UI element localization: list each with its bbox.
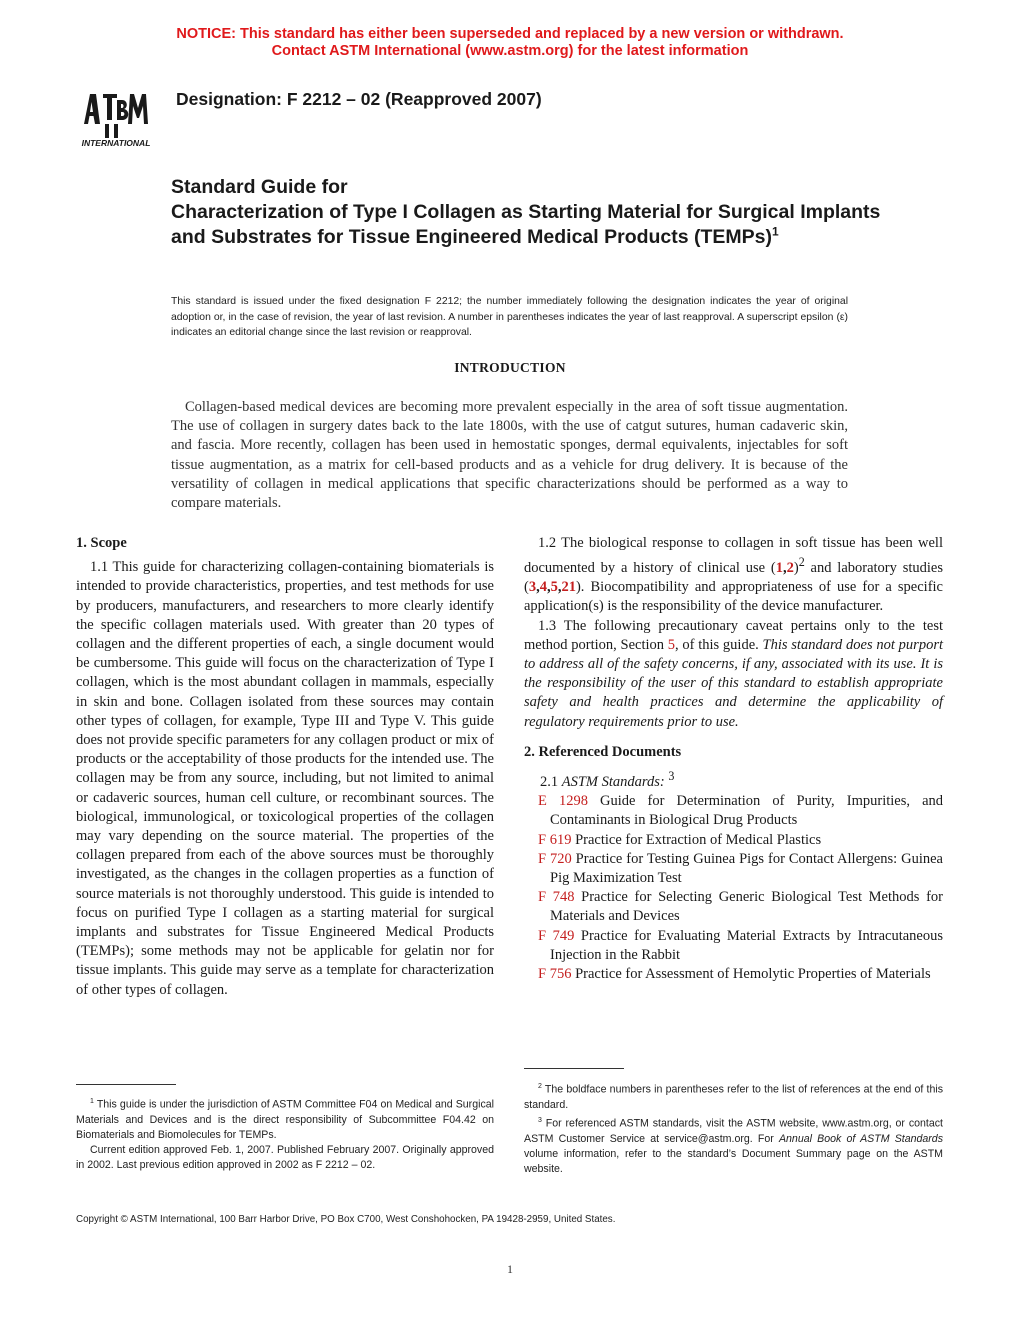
subheading-label: ASTM Standards: (561, 773, 665, 790)
footnote-1 (76, 1094, 494, 1143)
section-5-link[interactable]: 5 (667, 636, 676, 653)
p12-text-d: ). Biocompatibility and appropriateness of use for a specific application(s) is the responsibility of the device manufacturer. (524, 579, 943, 615)
footnote-rule-right (524, 1068, 624, 1069)
left-column (76, 534, 494, 1000)
ref-link-21[interactable]: 21 (561, 579, 576, 596)
ref-code-link[interactable]: F 720 (538, 850, 572, 867)
ref-item-text: Practice for Selecting Generic Biological Test Methods for Materials and Devices (550, 889, 943, 925)
ref-link-1[interactable]: 1 (775, 560, 783, 577)
footnote-1-text: This guide is under the jurisdiction of ASTM Committee F04 on Medical and Surgical Materials and Devices and is the direct responsibility of Subcommittee F04.42 on Biomaterials and Biomolecules for TEMPs. (76, 1098, 494, 1141)
safety-caveat: This standard does not purport to address all of the safety concerns, if any, associated with its use. It is the responsibility of the user of this standard to establish appropriate safety and health practices and determine the applicability of regulatory requirements prior to use. (524, 636, 943, 730)
introduction-text (171, 398, 848, 513)
p12-comma: , (782, 560, 787, 577)
ref-item-text: Practice for Extraction of Medical Plastics (571, 831, 822, 848)
ref-item-f748 (524, 888, 943, 926)
ref-item-f749 (524, 927, 943, 965)
copyright-notice: Copyright © ASTM International, 100 Barr Harbor Drive, PO Box C700, West Conshohocken, PA 19428-2959, United States. (76, 1214, 616, 1225)
footnote-3-italic: Annual Book of ASTM Standards (778, 1132, 943, 1145)
footnote-mark-3: 3 (668, 769, 675, 784)
ref-item-text: Guide for Determination of Purity, Impurities, and Contaminants in Biological Drug Products (550, 793, 944, 829)
astm-logo (70, 80, 162, 150)
ref-code-link[interactable]: F 619 (538, 831, 572, 848)
title-main (171, 200, 891, 250)
notice-banner (0, 26, 1020, 60)
ref-item-e1298 (524, 792, 943, 830)
ref-item-f756 (524, 965, 943, 984)
p12-text-a: 1.2 The biological response to collagen in soft tissue has been well documented by a history of clinical use ( (524, 535, 943, 577)
ref-item-f619 (524, 831, 943, 850)
ref-link-3[interactable]: 3 (528, 579, 537, 596)
footnote-1-edition: Current edition approved Feb. 1, 2007. Published February 2007. Originally approved in 2002. Last previous edition approved in 2002 as F 2212 – 02. (76, 1144, 494, 1172)
introduction-paragraph: Collagen-based medical devices are becoming more prevalent especially in the area of soft tissue augmentation. The use of collagen in surgery dates back to the late 1800s, with the use of catgut sutures, human cadaveric skin, and fascia. More recently, collagen has been used in hemostatic sponges, dermal equivalents, injectables for soft tissue augmentation, as a matrix for cell-based products and as a vehicle for drug delivery. It is because of the versatility of collagen in medical applications that specific characterizations should be performed as a way to compare materials. (171, 399, 848, 512)
ref-item-text: Practice for Testing Guinea Pigs for Contact Allergens: Guinea Pig Maximization Test (550, 850, 943, 886)
document-title (171, 175, 891, 250)
ref-code-link[interactable]: F 756 (538, 965, 572, 982)
title-footnote-mark: 1 (772, 224, 779, 239)
footnote-2-mark: 2 (538, 1083, 542, 1090)
ref-link-2[interactable]: 2 (786, 560, 794, 577)
scope-heading: 1. Scope (76, 535, 127, 551)
ref-item-text: Practice for Assessment of Hemolytic Properties of Materials (571, 965, 931, 982)
ref-item-f720 (524, 850, 943, 888)
ref-item-text: Practice for Evaluating Material Extracts by Intracutaneous Injection in the Rabbit (550, 927, 943, 963)
footnotes-left (76, 1094, 494, 1174)
p13-text-a: 1.3 The following precautionary caveat pertains only to the test method portion, Section (524, 617, 943, 653)
ref-code-link[interactable]: F 749 (538, 927, 575, 944)
p12-text-b: ) (793, 560, 799, 577)
referenced-documents-list (524, 767, 943, 984)
notice-line-2: Contact ASTM International (www.astm.org) for the latest information (271, 43, 749, 59)
notice-line-1: NOTICE: This standard has either been superseded and replaced by a new version or withdrawn. (176, 26, 844, 42)
footnote-3-text-b: volume information, refer to the standard’s Document Summary page on the ASTM website. (524, 1147, 943, 1176)
footnote-2-text: The boldface numbers in parentheses refer to the list of references at the end of this standard. (524, 1083, 943, 1111)
footnote-3 (524, 1113, 943, 1177)
right-column (524, 534, 943, 984)
introduction-heading: INTRODUCTION (454, 360, 566, 375)
issued-note: This standard is issued under the fixed designation F 2212; the number immediately following the designation indicates the year of original adoption or, in the case of revision, the year of last revision. A number in parentheses indicates the year of last reapproval. A superscript epsilon (ε) indicates an editorial change since the last revision or reapproval. (171, 296, 848, 338)
title-main-text: Characterization of Type I Collagen as Starting Material for Surgical Implants and Substrates for Tissue Engineered Medical Products (TEMPs) (171, 201, 881, 248)
ref-code-link[interactable]: E 1298 (538, 793, 588, 810)
referenced-documents-heading: 2. Referenced Documents (524, 743, 682, 760)
page-number: 1 (507, 1262, 513, 1276)
footnote-2 (524, 1079, 943, 1113)
p13-text-b: , of this guide. (675, 636, 763, 653)
astm-standards-subheading (524, 767, 943, 792)
designation: Designation: F 2212 – 02 (Reapproved 2007) (176, 89, 542, 109)
footnote-3-text-a: For referenced ASTM standards, visit the ASTM website, www.astm.org, or contact ASTM Customer Service at service@astm.org. For (524, 1117, 943, 1145)
title-line-1: Standard Guide for (171, 176, 348, 198)
footnote-1-mark: 1 (90, 1098, 94, 1105)
scope-paragraph-1-2: 1.2 The biological response to collagen in soft tissue has been well documented by a history of clinical use $(1,2)^2$ and laboratory studies (3,4,5,21). Biocompatibility and appropriateness of use for a specific application(s) is the responsibility of the device manufacturer. (524, 535, 943, 615)
astm-logo-letters (162, 80, 163, 81)
ref-link-4[interactable]: 4 (539, 579, 547, 596)
astm-logo-subtitle: INTERNATIONAL (81, 138, 151, 148)
p12-text-c: and laboratory studies ( (524, 560, 943, 596)
astm-logo-icon (70, 80, 162, 150)
footnotes-right (524, 1079, 943, 1177)
scope-paragraph-1-1: 1.1 This guide for characterizing collagen-containing biomaterials is intended to provide characteristics, properties, and test methods for use by producers, manufacturers, and researchers to more clearly identify the specific collagen materials used. With greater than 20 types of collagen and the different properties of each, a single document would be cumbersome. This guide will focus on the characterization of Type I collagen, which is the most abundant collagen in mammals, especially in skin and bone. Collagen isolated from these sources may contain other types of collagen, for example, Type III and Type V. This guide does not provide specific parameters for any collagen product or mix of products or the acceptability of those products for the intended use. The collagen may be from any source, including, but not limited to animal or cadaveric sources, human cell culture, or recombinant sources. The biological, immunological, or toxicological properties of the collagen may vary depending on the source material. The properties of the collagen prepared from each of the above sources must be thoroughly investigated, as the changes in the collagen properties as a function of source materials is not thoroughly understood. This guide is intended to focus on purified Type I collagen as a starting material for surgical implants and substrates for Tissue Engineered Medical Products (TEMPs); some methods may not be applicable for gelatin nor for tissue implants. This guide may serve as a template for characterization of other types of collagen. (76, 559, 494, 998)
ref-code-link[interactable]: F 748 (538, 889, 575, 906)
footnote-mark-2: 2 (798, 555, 805, 570)
footnote-3-mark: 3 (538, 1116, 542, 1124)
ref-link-5[interactable]: 5 (550, 579, 558, 596)
scope-paragraph-1-3 (524, 617, 943, 732)
subheading-number: 2.1 (540, 773, 562, 790)
footnote-rule-left (76, 1084, 176, 1085)
